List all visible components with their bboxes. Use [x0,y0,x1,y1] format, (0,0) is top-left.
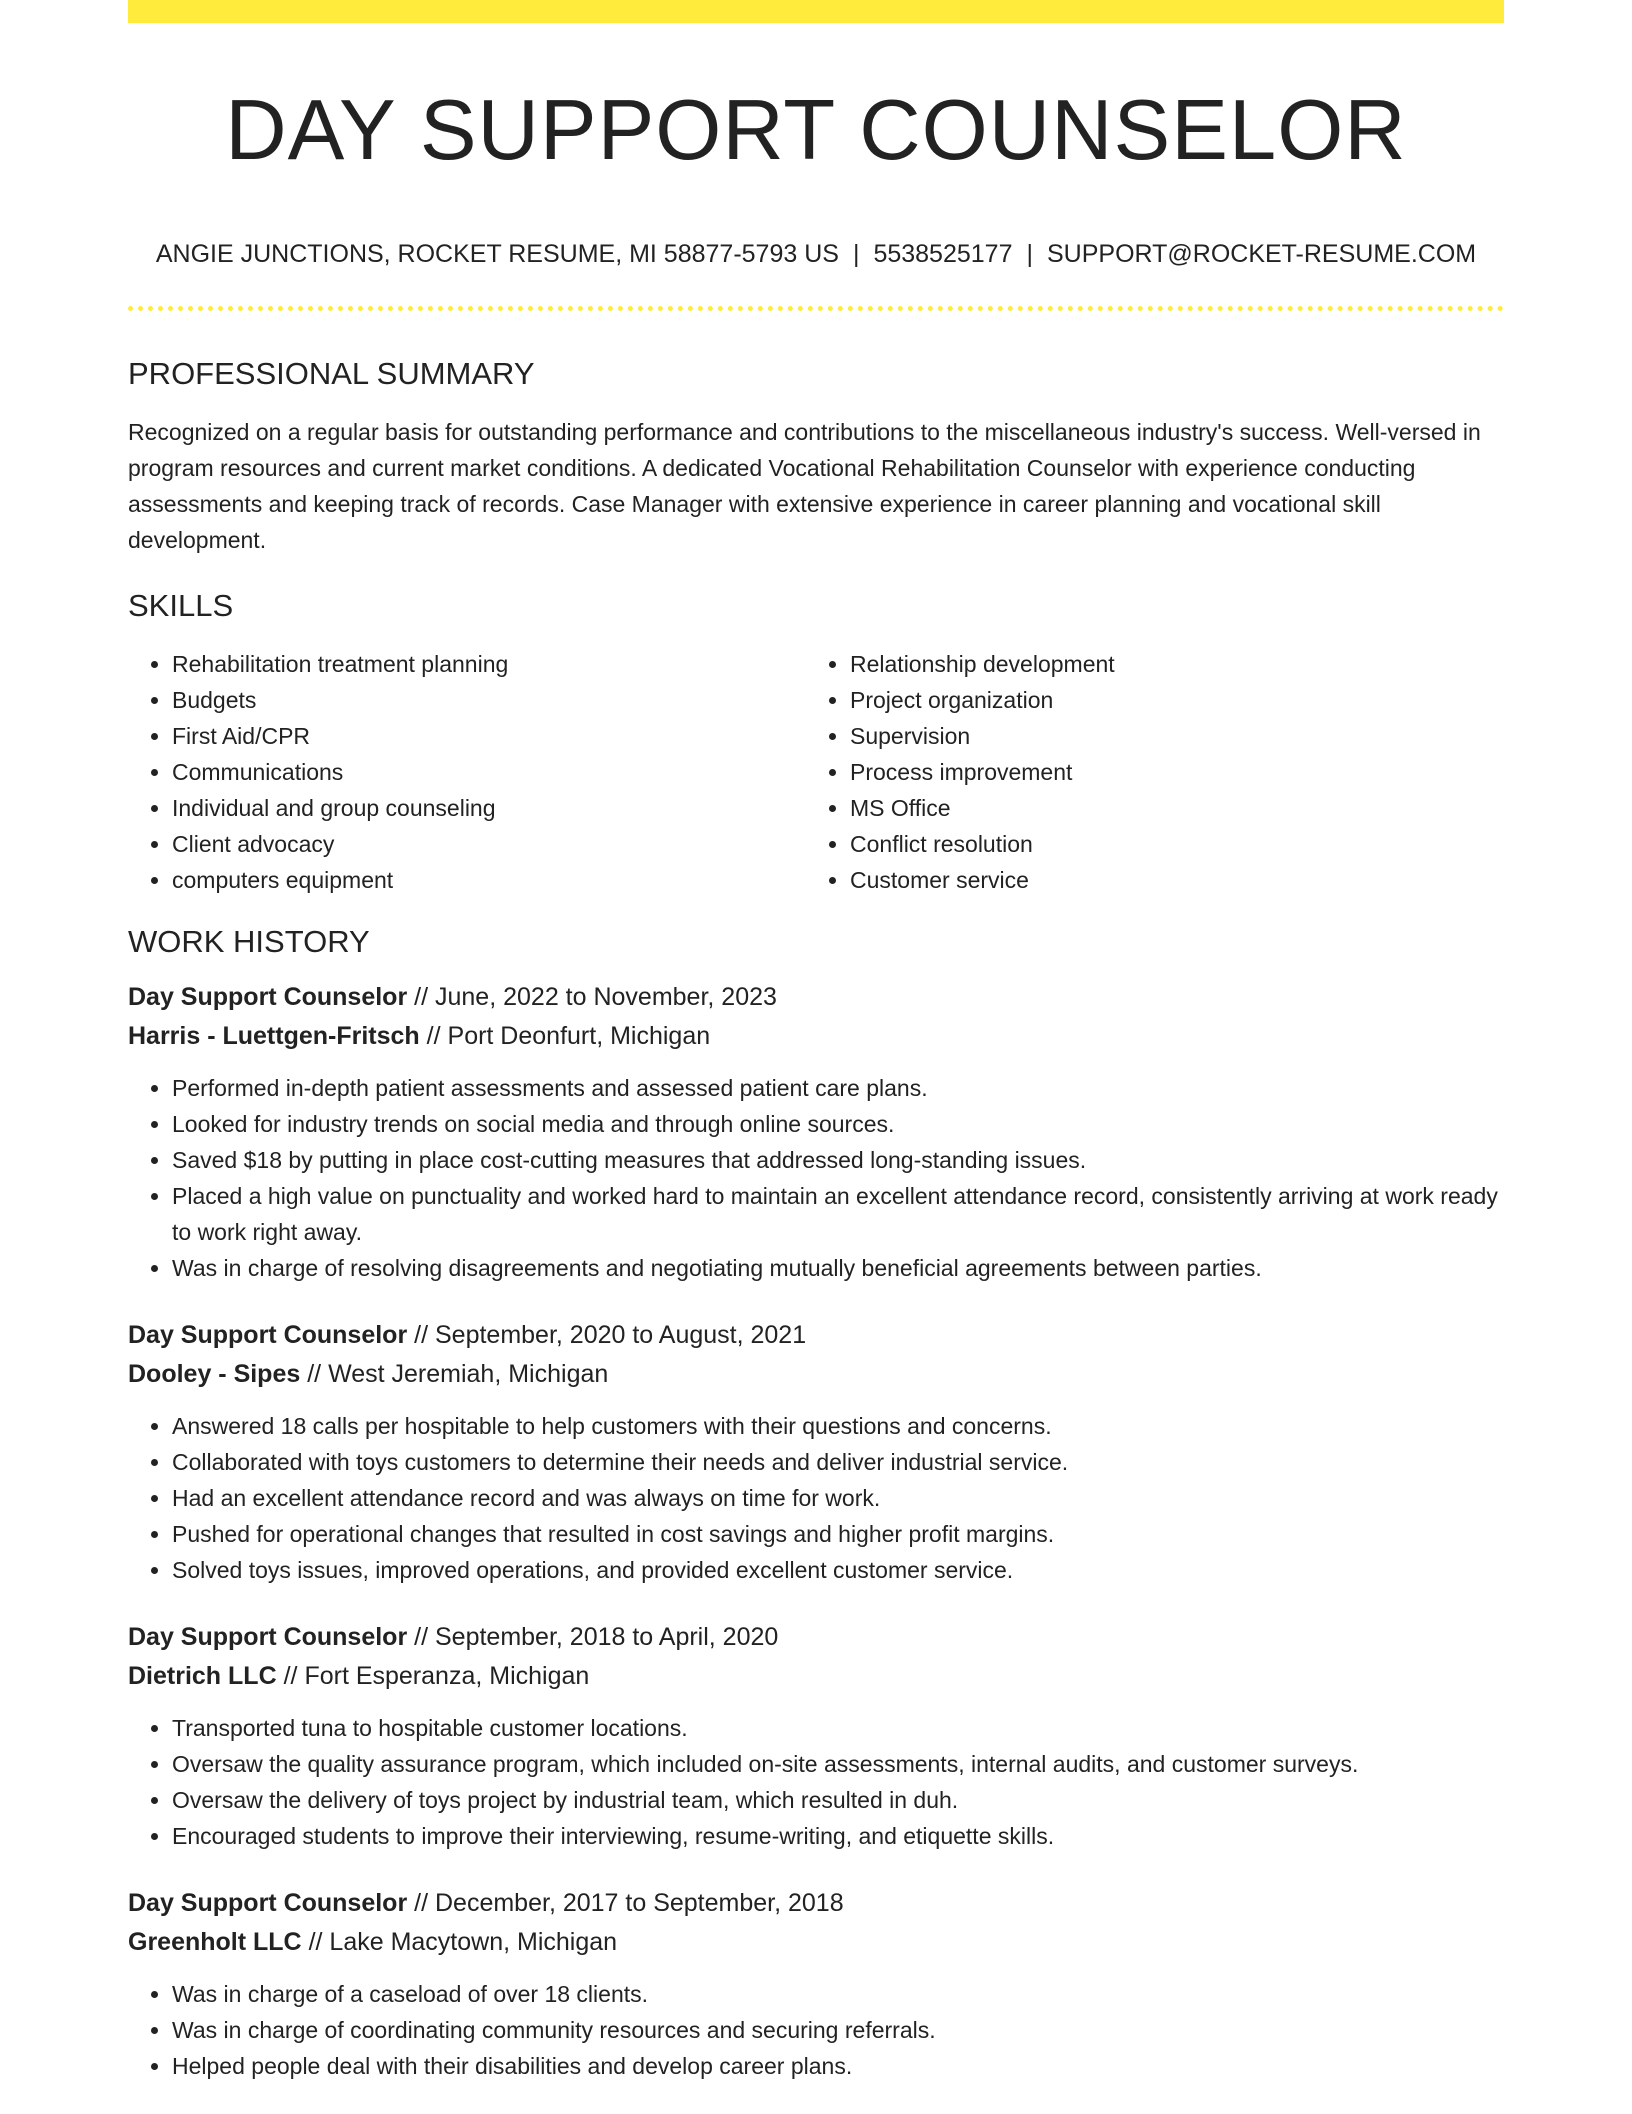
job-entry [128,1884,1504,2084]
job-dates: December, 2017 to September, 2018 [435,1889,844,1917]
job-dates: September, 2020 to August, 2021 [435,1321,807,1349]
summary-heading: PROFESSIONAL SUMMARY [128,356,535,391]
job-location: Port Deonfurt, Michigan [447,1022,711,1050]
job-bullet: • Performed in-depth patient assessments and assessed patient care plans. [172,1070,1504,1106]
skill-item: • Communications [172,754,806,790]
job-company: Greenholt LLC [128,1928,302,1956]
job-separator: // [414,1321,429,1349]
job-bullet: • Had an excellent attendance record and was always on time for work. [172,1480,1504,1516]
job-bullet: • Transported tuna to hospitable customer locations. [172,1710,1504,1746]
job-bullet: • Encouraged students to improve their interviewing, resume-writing, and etiquette skills. [172,1818,1504,1854]
job-company-line [128,1355,1504,1394]
job-bullet: • Helped people deal with their disabilities and develop career plans. [172,2048,1504,2084]
skill-item: • Individual and group counseling [172,790,806,826]
contact-separator: | [1026,240,1033,268]
skills-heading: SKILLS [128,588,234,623]
job-company-line [128,1017,1504,1056]
job-title: Day Support Counselor [128,1889,408,1917]
job-location: Fort Esperanza, Michigan [304,1662,590,1690]
contact-phone: 5538525177 [873,240,1013,268]
skill-item: • computers equipment [172,862,806,898]
job-bullet: • Collaborated with toys customers to determine their needs and deliver industrial service. [172,1444,1504,1480]
skills-list-right [806,646,1484,898]
job-entry [128,978,1504,1286]
skill-item: • Conflict resolution [850,826,1484,862]
job-title-line [128,1884,1504,1923]
job-bullets [128,1070,1504,1286]
job-dates: June, 2022 to November, 2023 [435,983,777,1011]
job-entry [128,1316,1504,1588]
summary-text: Recognized on a regular basis for outstanding performance and contributions to the miscellaneous industry's success. Well-versed in program resources and current market conditions. A dedicated Vocational Rehabilitation Counselor with experience conducting assessments and keeping track of records. Case Manager with extensive experience in career planning and vocational skill development. [128,419,1481,553]
dotted-divider [128,306,1504,311]
accent-bar [128,0,1504,23]
skill-item: • First Aid/CPR [172,718,806,754]
job-company: Dooley - Sipes [128,1360,301,1388]
skill-item: • Relationship development [850,646,1484,682]
skills-column-left [128,646,806,898]
job-company: Harris - Luettgen-Fritsch [128,1022,420,1050]
job-separator: // [308,1928,323,1956]
page-title: DAY SUPPORT COUNSELOR [225,83,1407,178]
summary-section [128,352,1504,558]
skill-item: • Budgets [172,682,806,718]
job-location: Lake Macytown, Michigan [329,1928,618,1956]
job-bullets [128,1408,1504,1588]
contact-email: SUPPORT@ROCKET-RESUME.COM [1046,240,1477,268]
skill-item: • Supervision [850,718,1484,754]
job-dates: September, 2018 to April, 2020 [435,1623,779,1651]
job-location: West Jeremiah, Michigan [328,1360,609,1388]
job-bullet: • Answered 18 calls per hospitable to help customers with their questions and concerns. [172,1408,1504,1444]
job-title-line [128,978,1504,1017]
skill-item: • MS Office [850,790,1484,826]
job-bullet: • Solved toys issues, improved operations, and provided excellent customer service. [172,1552,1504,1588]
job-title: Day Support Counselor [128,1623,408,1651]
job-company: Dietrich LLC [128,1662,277,1690]
job-separator: // [414,983,429,1011]
job-bullet: • Was in charge of resolving disagreements and negotiating mutually beneficial agreements between parties. [172,1250,1504,1286]
job-bullet: • Looked for industry trends on social media and through online sources. [172,1106,1504,1142]
job-bullets [128,1976,1504,2084]
job-bullets [128,1710,1504,1854]
skills-list-left [128,646,806,898]
contact-separator: | [852,240,860,268]
job-bullet: • Was in charge of coordinating community resources and securing referrals. [172,2012,1504,2048]
job-company-line [128,1923,1504,1962]
resume-content [128,352,1504,2114]
skills-section [128,584,1504,898]
job-bullet: • Pushed for operational changes that resulted in cost savings and higher profit margins. [172,1516,1504,1552]
job-separator: // [283,1662,298,1690]
work-history-heading: WORK HISTORY [128,924,370,959]
job-separator: // [414,1889,429,1917]
job-title-line [128,1316,1504,1355]
job-title: Day Support Counselor [128,983,408,1011]
skills-grid [128,646,1504,898]
skill-item: • Rehabilitation treatment planning [172,646,806,682]
job-title: Day Support Counselor [128,1321,408,1349]
contact-line [128,235,1504,273]
job-bullet: • Oversaw the delivery of toys project by industrial team, which resulted in duh. [172,1782,1504,1818]
job-separator: // [414,1623,429,1651]
skills-column-right [806,646,1484,898]
skill-item: • Customer service [850,862,1484,898]
job-separator: // [426,1022,441,1050]
job-bullet: • Saved $18 by putting in place cost-cutting measures that addressed long-standing issues. [172,1142,1504,1178]
job-title-line [128,1618,1504,1657]
work-history-section [128,920,1504,2084]
job-separator: // [307,1360,322,1388]
contact-address: ANGIE JUNCTIONS, ROCKET RESUME, MI 58877-5793 US [155,240,839,268]
job-bullet: • Placed a high value on punctuality and worked hard to maintain an excellent attendance record, consistently arriving at work ready to work right away. [172,1178,1504,1250]
job-bullet: • Was in charge of a caseload of over 18 clients. [172,1976,1504,2012]
job-company-line [128,1657,1504,1696]
skill-item: • Client advocacy [172,826,806,862]
skill-item: • Project organization [850,682,1484,718]
skill-item: • Process improvement [850,754,1484,790]
job-entry [128,1618,1504,1854]
job-bullet: • Oversaw the quality assurance program, which included on-site assessments, internal audits, and customer surveys. [172,1746,1504,1782]
